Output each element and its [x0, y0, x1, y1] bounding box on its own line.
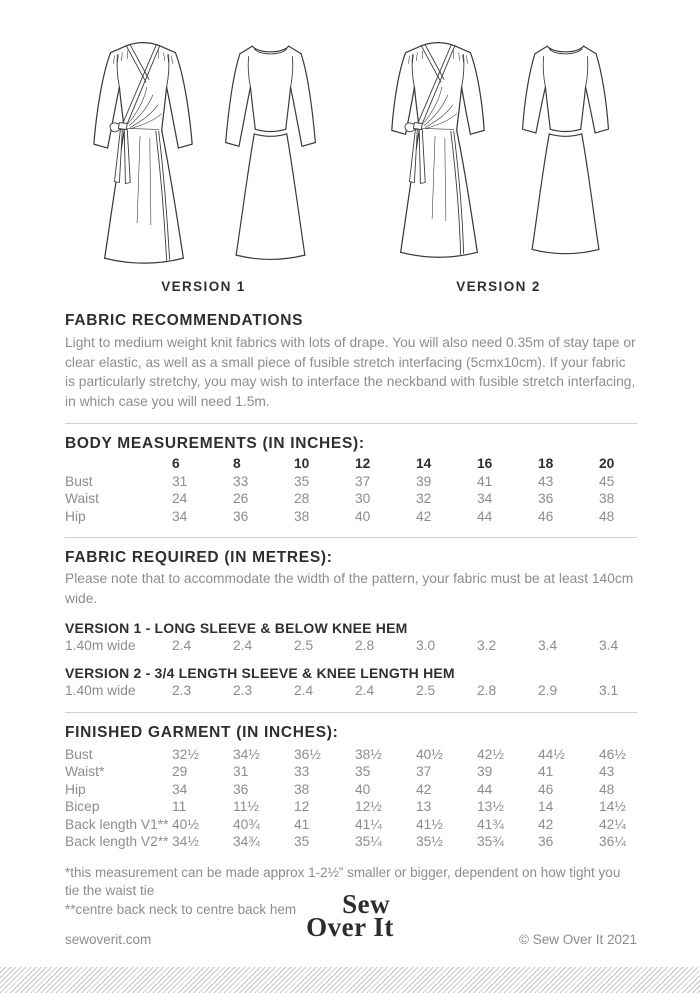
version2-label: VERSION 2	[456, 279, 541, 294]
table-cell: 3.2	[477, 637, 497, 653]
table-cell: 30	[355, 491, 371, 507]
table-row-bust	[65, 473, 637, 491]
table-cell: 43	[599, 764, 615, 780]
table-cell: 28	[294, 491, 310, 507]
size-header-row	[65, 455, 637, 473]
version1-fabric-heading: VERSION 1 - LONG SLEEVE & BELOW KNEE HEM	[65, 619, 408, 636]
table-cell: 2.8	[477, 683, 497, 699]
table-cell: 34½	[172, 834, 199, 850]
table-cell: 36	[233, 508, 249, 524]
version2-group	[379, 30, 618, 294]
version2-fabric-heading: VERSION 2 - 3/4 LENGTH SLEEVE & KNEE LENGTH HEM	[65, 665, 455, 682]
table-cell: 41	[477, 473, 493, 489]
logo-line2: Over It	[306, 912, 394, 942]
table-cell: 33	[294, 764, 310, 780]
table-cell: 38	[294, 781, 310, 797]
row-label: 1.40m wide	[65, 637, 136, 653]
table-cell: 34	[172, 781, 188, 797]
table-cell: 36	[538, 834, 554, 850]
table-row-back-length-v2	[65, 833, 637, 851]
table-cell: 40	[355, 508, 371, 524]
table-cell: 40	[355, 781, 371, 797]
table-cell: 26	[233, 491, 249, 507]
table-cell: 2.4	[294, 683, 314, 699]
fabric-required-title: FABRIC REQUIRED (IN METRES):	[65, 549, 333, 567]
table-row-back-length-v1	[65, 816, 637, 834]
table-cell: 41	[538, 764, 554, 780]
table-cell: 41¼	[355, 816, 382, 832]
table-cell: 3.0	[416, 637, 436, 653]
dress-back-v2-illustration	[513, 30, 618, 276]
table-cell: 2.4	[233, 637, 253, 653]
fabric-recommendations-section	[65, 311, 637, 411]
table-row-waist	[65, 490, 637, 508]
table-cell: 43	[538, 473, 554, 489]
table-cell: 13½	[477, 799, 504, 815]
table-cell: 39	[477, 764, 493, 780]
table-cell: 2.4	[355, 683, 375, 699]
table-cell: 40½	[416, 746, 443, 762]
page-footer	[0, 889, 700, 955]
version1-drawings	[84, 30, 323, 276]
dress-back-v1-illustration	[218, 30, 323, 276]
dress-illustrations	[65, 30, 637, 294]
table-cell: 2.8	[355, 637, 375, 653]
table-cell: 12	[294, 799, 310, 815]
table-row-bicep	[65, 798, 637, 816]
table-cell: 46½	[599, 746, 626, 762]
table-cell: 12	[355, 456, 371, 472]
table-cell: 44	[477, 508, 493, 524]
table-cell: 39	[416, 473, 432, 489]
table-cell: 34	[477, 491, 493, 507]
table-cell: 40¾	[233, 816, 260, 832]
table-cell: 33	[233, 473, 249, 489]
row-label: 1.40m wide	[65, 683, 136, 699]
table-cell: 36½	[294, 746, 321, 762]
body-measurements-title: BODY MEASUREMENTS (IN INCHES):	[65, 435, 365, 453]
finished-garment-table	[65, 746, 637, 851]
table-cell: 40½	[172, 816, 199, 832]
fabric-required-section	[65, 548, 637, 699]
table-cell: 48	[599, 508, 615, 524]
table-cell: 46	[538, 508, 554, 524]
table-cell: 42¼	[599, 816, 626, 832]
table-cell: 29	[172, 764, 188, 780]
row-label: Hip	[65, 781, 86, 797]
table-cell: 6	[172, 456, 180, 472]
fabric-recommendations-body: Light to medium weight knit fabrics with lots of drape. You will also need 0.35m of stay tape or clear elastic, as well as a small piece of fusible stretch interfacing (5cmx10cm). If your fabric is particularly stretchy, you may wish to interface the neckband with fusible stretch interfacing, in which case you will need 1.5m.	[65, 335, 636, 409]
table-cell: 37	[355, 473, 371, 489]
table-row-waist	[65, 763, 637, 781]
fabric-recommendations-title: FABRIC RECOMMENDATIONS	[65, 312, 304, 329]
table-cell: 35	[294, 834, 310, 850]
table-cell: 35	[355, 764, 371, 780]
row-label: Back length V2**	[65, 834, 169, 850]
table-cell: 41½	[416, 816, 443, 832]
row-label: Bicep	[65, 799, 100, 815]
table-cell: 34	[172, 508, 188, 524]
logo-line1: Sew	[342, 889, 391, 919]
table-cell: 35	[294, 473, 310, 489]
table-cell: 44	[477, 781, 493, 797]
table-cell: 46	[538, 781, 554, 797]
table-cell: 2.3	[233, 683, 253, 699]
row-label: Hip	[65, 508, 86, 524]
dress-front-v2-illustration	[379, 30, 497, 276]
table-cell: 34½	[233, 746, 260, 762]
section-divider	[65, 712, 637, 713]
dress-front-v1-illustration	[84, 30, 202, 276]
table-cell: 14	[416, 456, 432, 472]
table-cell: 8	[233, 456, 241, 472]
table-cell: 35½	[416, 834, 443, 850]
table-cell: 2.3	[172, 683, 192, 699]
table-cell: 24	[172, 491, 188, 507]
table-row-bust	[65, 746, 637, 764]
version1-label: VERSION 1	[161, 279, 246, 294]
table-cell: 31	[233, 764, 249, 780]
fabric-required-note: Please note that to accommodate the width of the pattern, your fabric must be at least 140cm wide.	[65, 571, 634, 606]
version1-fabric-row	[65, 637, 637, 655]
table-cell: 10	[294, 456, 310, 472]
table-cell: 16	[477, 456, 493, 472]
section-divider	[65, 423, 637, 424]
table-cell: 32	[416, 491, 432, 507]
footnote-waist: *this measurement can be made approx 1-2½” smaller or bigger, dependent on how tight you tie the waist tie	[65, 864, 621, 899]
version2-drawings	[379, 30, 618, 276]
table-cell: 45	[599, 473, 615, 489]
table-cell: 36	[233, 781, 249, 797]
table-cell: 38	[599, 491, 615, 507]
table-cell: 41¾	[477, 816, 504, 832]
version2-fabric-row	[65, 682, 637, 700]
table-cell: 41	[294, 816, 310, 832]
diagonal-stripe-border	[0, 967, 700, 993]
table-cell: 20	[599, 456, 615, 472]
table-cell: 35¼	[355, 834, 382, 850]
table-cell: 44½	[538, 746, 565, 762]
row-label: Waist*	[65, 764, 105, 780]
website-link[interactable]: sewoverit.com	[65, 932, 152, 947]
table-cell: 42	[416, 781, 432, 797]
table-cell: 3.1	[599, 683, 619, 699]
table-cell: 34¾	[233, 834, 260, 850]
table-cell: 32½	[172, 746, 199, 762]
table-row-hip	[65, 508, 637, 526]
table-cell: 3.4	[599, 637, 619, 653]
table-cell: 38½	[355, 746, 382, 762]
table-cell: 13	[416, 799, 432, 815]
table-cell: 38	[294, 508, 310, 524]
table-cell: 14	[538, 799, 554, 815]
table-cell: 11½	[233, 799, 259, 815]
table-cell: 37	[416, 764, 432, 780]
table-cell: 2.5	[416, 683, 436, 699]
table-cell: 14½	[599, 799, 626, 815]
table-cell: 35¾	[477, 834, 504, 850]
footnote-back-length: **centre back neck to centre back hem	[65, 901, 297, 917]
version1-group	[84, 30, 323, 294]
row-label: Bust	[65, 746, 93, 762]
table-cell: 2.4	[172, 637, 192, 653]
table-cell: 36	[538, 491, 554, 507]
table-cell: 12½	[355, 799, 382, 815]
table-cell: 36¼	[599, 834, 626, 850]
finished-garment-title: FINISHED GARMENT (IN INCHES):	[65, 723, 339, 741]
table-row-hip	[65, 781, 637, 799]
row-label: Bust	[65, 473, 93, 489]
table-cell: 2.9	[538, 683, 558, 699]
table-cell: 11	[172, 799, 187, 815]
section-divider	[65, 537, 637, 538]
row-label: Waist	[65, 491, 99, 507]
table-cell: 31	[172, 473, 188, 489]
table-cell: 18	[538, 456, 554, 472]
body-measurements-section	[65, 434, 637, 525]
table-cell: 42	[416, 508, 432, 524]
table-cell: 42½	[477, 746, 504, 762]
table-cell: 42	[538, 816, 554, 832]
table-cell: 48	[599, 781, 615, 797]
table-cell: 2.5	[294, 637, 314, 653]
copyright-text: © Sew Over It 2021	[519, 932, 637, 947]
row-label: Back length V1**	[65, 816, 169, 832]
table-cell: 3.4	[538, 637, 558, 653]
